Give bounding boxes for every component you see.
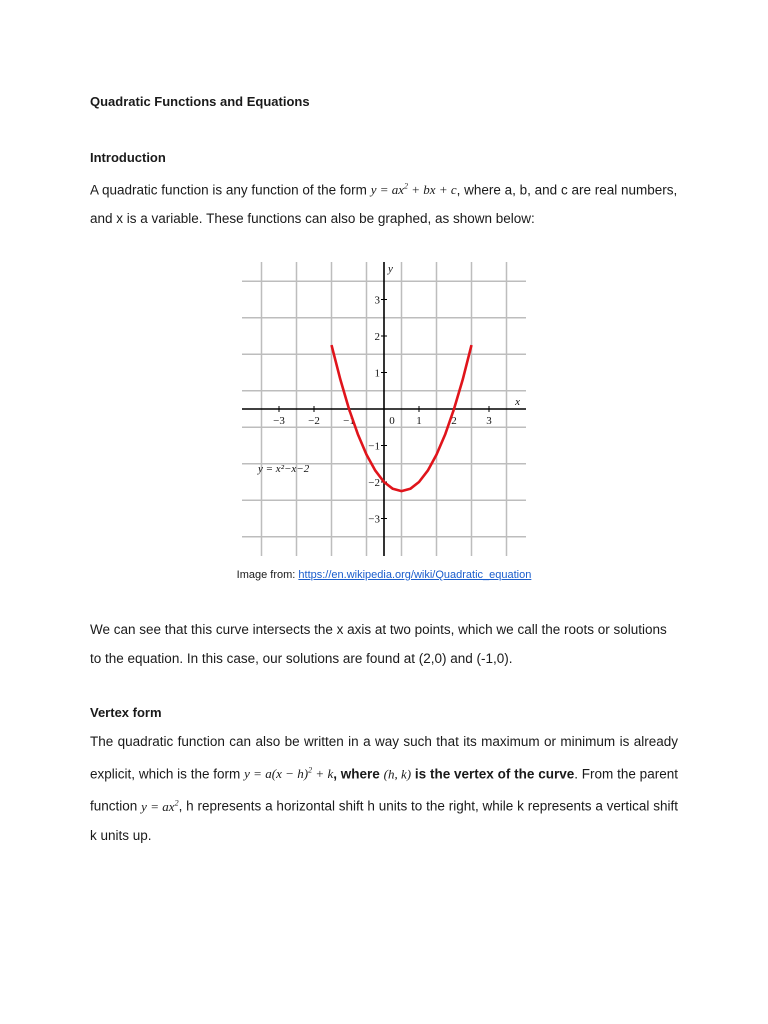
vertex-bold-definition: is the vertex of the curve <box>414 766 575 782</box>
vertex-formula: $y = a(x - h)^2 + k$ <box>244 766 334 782</box>
vertex-point: (h, k) <box>383 766 412 782</box>
caption-prefix: Image from: <box>236 569 299 581</box>
x-tick-label: −2 <box>308 415 320 427</box>
y-tick-label: −1 <box>368 440 380 453</box>
x-tick-label: 0 <box>389 415 395 427</box>
figure-caption <box>0 569 768 581</box>
y-tick-label: 3 <box>374 294 380 307</box>
intro-text-start: A quadratic function is any function of the form <box>90 182 367 198</box>
source-link[interactable]: https://en.wikipedia.org/wiki/Quadratic_equation <box>298 569 532 581</box>
vertex-bold-where: , where <box>333 766 380 782</box>
intro-text-end: , where a, b, and c are real numbers, and x is a variable. These functions can also be graphed, as shown below: <box>90 182 678 227</box>
parabola-chart <box>242 262 526 556</box>
x-tick-label: 1 <box>416 415 422 427</box>
quadratic-formula: $y = ax^2$ + bx + c <box>370 182 457 198</box>
parabola-svg <box>242 262 526 556</box>
vertex-form-heading: Vertex form <box>90 705 162 720</box>
x-axis-label: x <box>515 396 520 408</box>
introduction-paragraph <box>90 172 678 233</box>
document-title: Quadratic Functions and Equations <box>90 94 310 109</box>
introduction-heading: Introduction <box>90 150 166 165</box>
roots-paragraph: We can see that this curve intersects the x axis at two points, which we call the roots or solutions to the equation. In this case, our solutions are found at (2,0) and (-1,0). <box>90 622 667 666</box>
y-tick-label: −3 <box>368 513 380 526</box>
x-tick-label: 3 <box>486 415 492 427</box>
parent-function-formula: $y = ax^2$ <box>141 798 179 814</box>
vertex-paragraph <box>90 727 678 850</box>
x-tick-label: −3 <box>273 415 285 427</box>
vertex-text-3: , h represents a horizontal shift h units to the right, while k represents a vertical shift k units up. <box>90 798 678 843</box>
vertex-text-2: . From the parent function <box>90 766 678 814</box>
vertex-text-1: The quadratic function can also be written in a way such that its maximum or minimum is already explicit, which is the form <box>90 734 678 782</box>
y-tick-label: −2 <box>368 477 380 489</box>
x-tick-label: −1 <box>343 415 355 427</box>
y-tick-label: 2 <box>374 331 380 343</box>
equation-label: y = x²−x−2 <box>258 463 310 475</box>
y-axis-label: y <box>388 263 393 275</box>
y-tick-label: 1 <box>374 367 380 380</box>
x-tick-label: 2 <box>451 415 457 427</box>
